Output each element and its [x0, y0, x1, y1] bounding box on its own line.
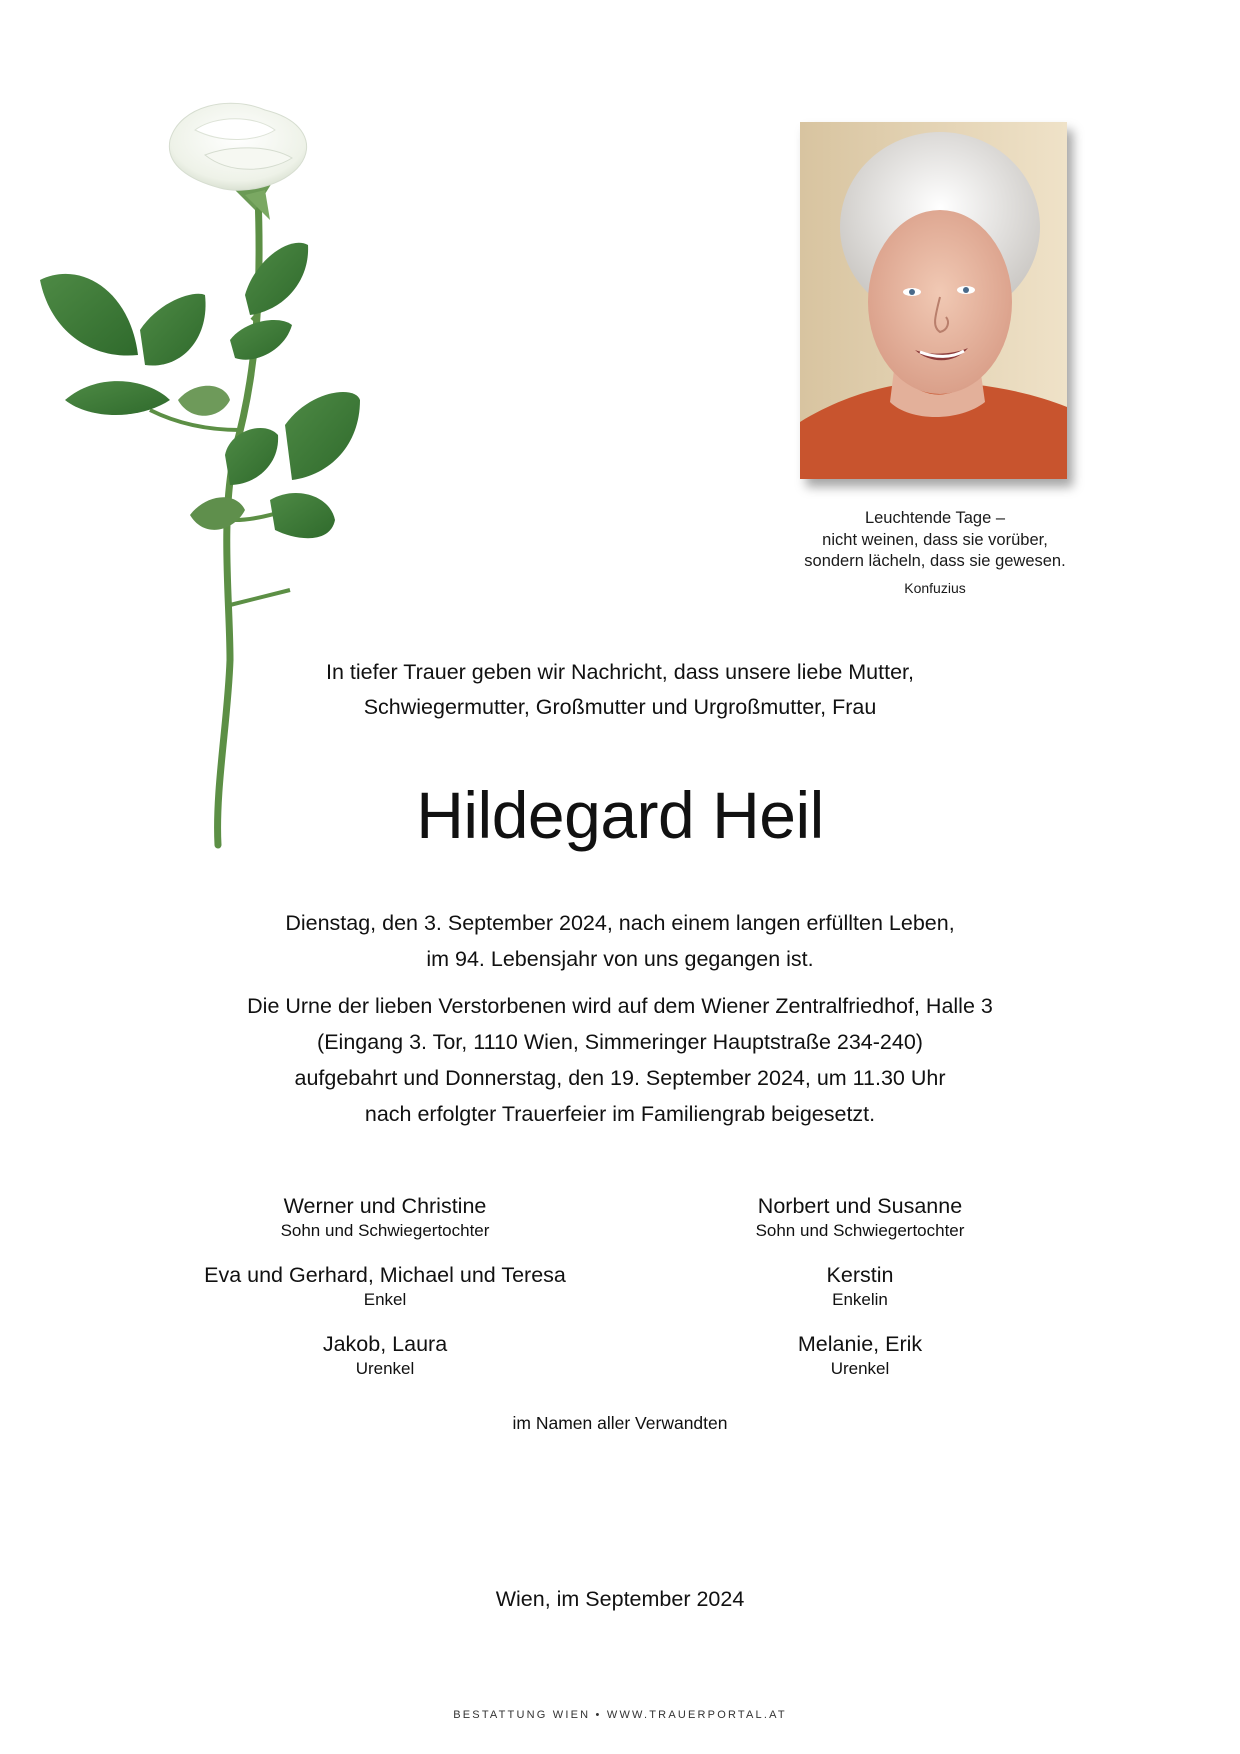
- quote-line: Leuchtende Tage –: [864, 509, 1006, 527]
- mourners-right-column: [630, 1193, 1090, 1400]
- quote: [760, 508, 1110, 573]
- place-date: Wien, im September 2024: [495, 1587, 745, 1611]
- deceased-name: Hildegard Heil: [416, 778, 824, 852]
- mourner-entry: [630, 1193, 1090, 1242]
- details-line: Die Urne der lieben Verstorbenen wird auf dem Wiener Zentralfriedhof, Halle 3: [247, 994, 993, 1018]
- intro-line: Schwiegermutter, Großmutter und Urgroßmutter, Frau: [363, 695, 877, 719]
- mourner-relation: Enkel: [363, 1290, 407, 1309]
- mourner-entry: [155, 1262, 615, 1311]
- mourner-entry: [155, 1331, 615, 1380]
- quote-author: Konfuzius: [904, 580, 966, 596]
- mourner-relation: Enkelin: [832, 1290, 888, 1309]
- quote-line: sondern lächeln, dass sie gewesen.: [804, 552, 1066, 570]
- intro-line: In tiefer Trauer geben wir Nachricht, dass unsere liebe Mutter,: [326, 660, 914, 684]
- details-line: (Eingang 3. Tor, 1110 Wien, Simmeringer Hauptstraße 234-240): [317, 1030, 923, 1054]
- details-line: Dienstag, den 3. September 2024, nach einem langen erfüllten Leben,: [285, 911, 955, 935]
- death-details: [200, 905, 1040, 977]
- mourner-name: Norbert und Susanne: [757, 1194, 963, 1218]
- mourner-relation: Sohn und Schwiegertochter: [280, 1221, 490, 1240]
- mourner-entry: [155, 1193, 615, 1242]
- mourner-entry: [630, 1331, 1090, 1380]
- mourners-left-column: [155, 1193, 615, 1400]
- details-line: im 94. Lebensjahr von uns gegangen ist.: [426, 947, 814, 971]
- mourner-name: Kerstin: [826, 1263, 894, 1287]
- mourner-name: Melanie, Erik: [797, 1332, 923, 1356]
- mourner-relation: Sohn und Schwiegertochter: [755, 1221, 965, 1240]
- funeral-details: [200, 988, 1040, 1132]
- white-rose-icon: [30, 100, 410, 860]
- details-line: aufgebahrt und Donnerstag, den 19. September 2024, um 11.30 Uhr: [294, 1066, 946, 1090]
- mourner-name: Eva und Gerhard, Michael und Teresa: [204, 1263, 566, 1287]
- mourner-relation: Urenkel: [830, 1359, 890, 1378]
- footer-credit: BESTATTUNG WIEN • WWW.TRAUERPORTAL.AT: [453, 1709, 787, 1721]
- mourner-name: Jakob, Laura: [322, 1332, 448, 1356]
- intro-text: [220, 655, 1020, 725]
- portrait-photo: [800, 122, 1067, 479]
- mourner-relation: Urenkel: [355, 1359, 415, 1378]
- mourner-entry: [630, 1262, 1090, 1311]
- details-line: nach erfolgter Trauerfeier im Familiengrab beigesetzt.: [364, 1102, 876, 1126]
- mourner-name: Werner und Christine: [283, 1194, 487, 1218]
- relatives-note: im Namen aller Verwandten: [512, 1413, 728, 1433]
- quote-line: nicht weinen, dass sie vorüber,: [822, 530, 1048, 549]
